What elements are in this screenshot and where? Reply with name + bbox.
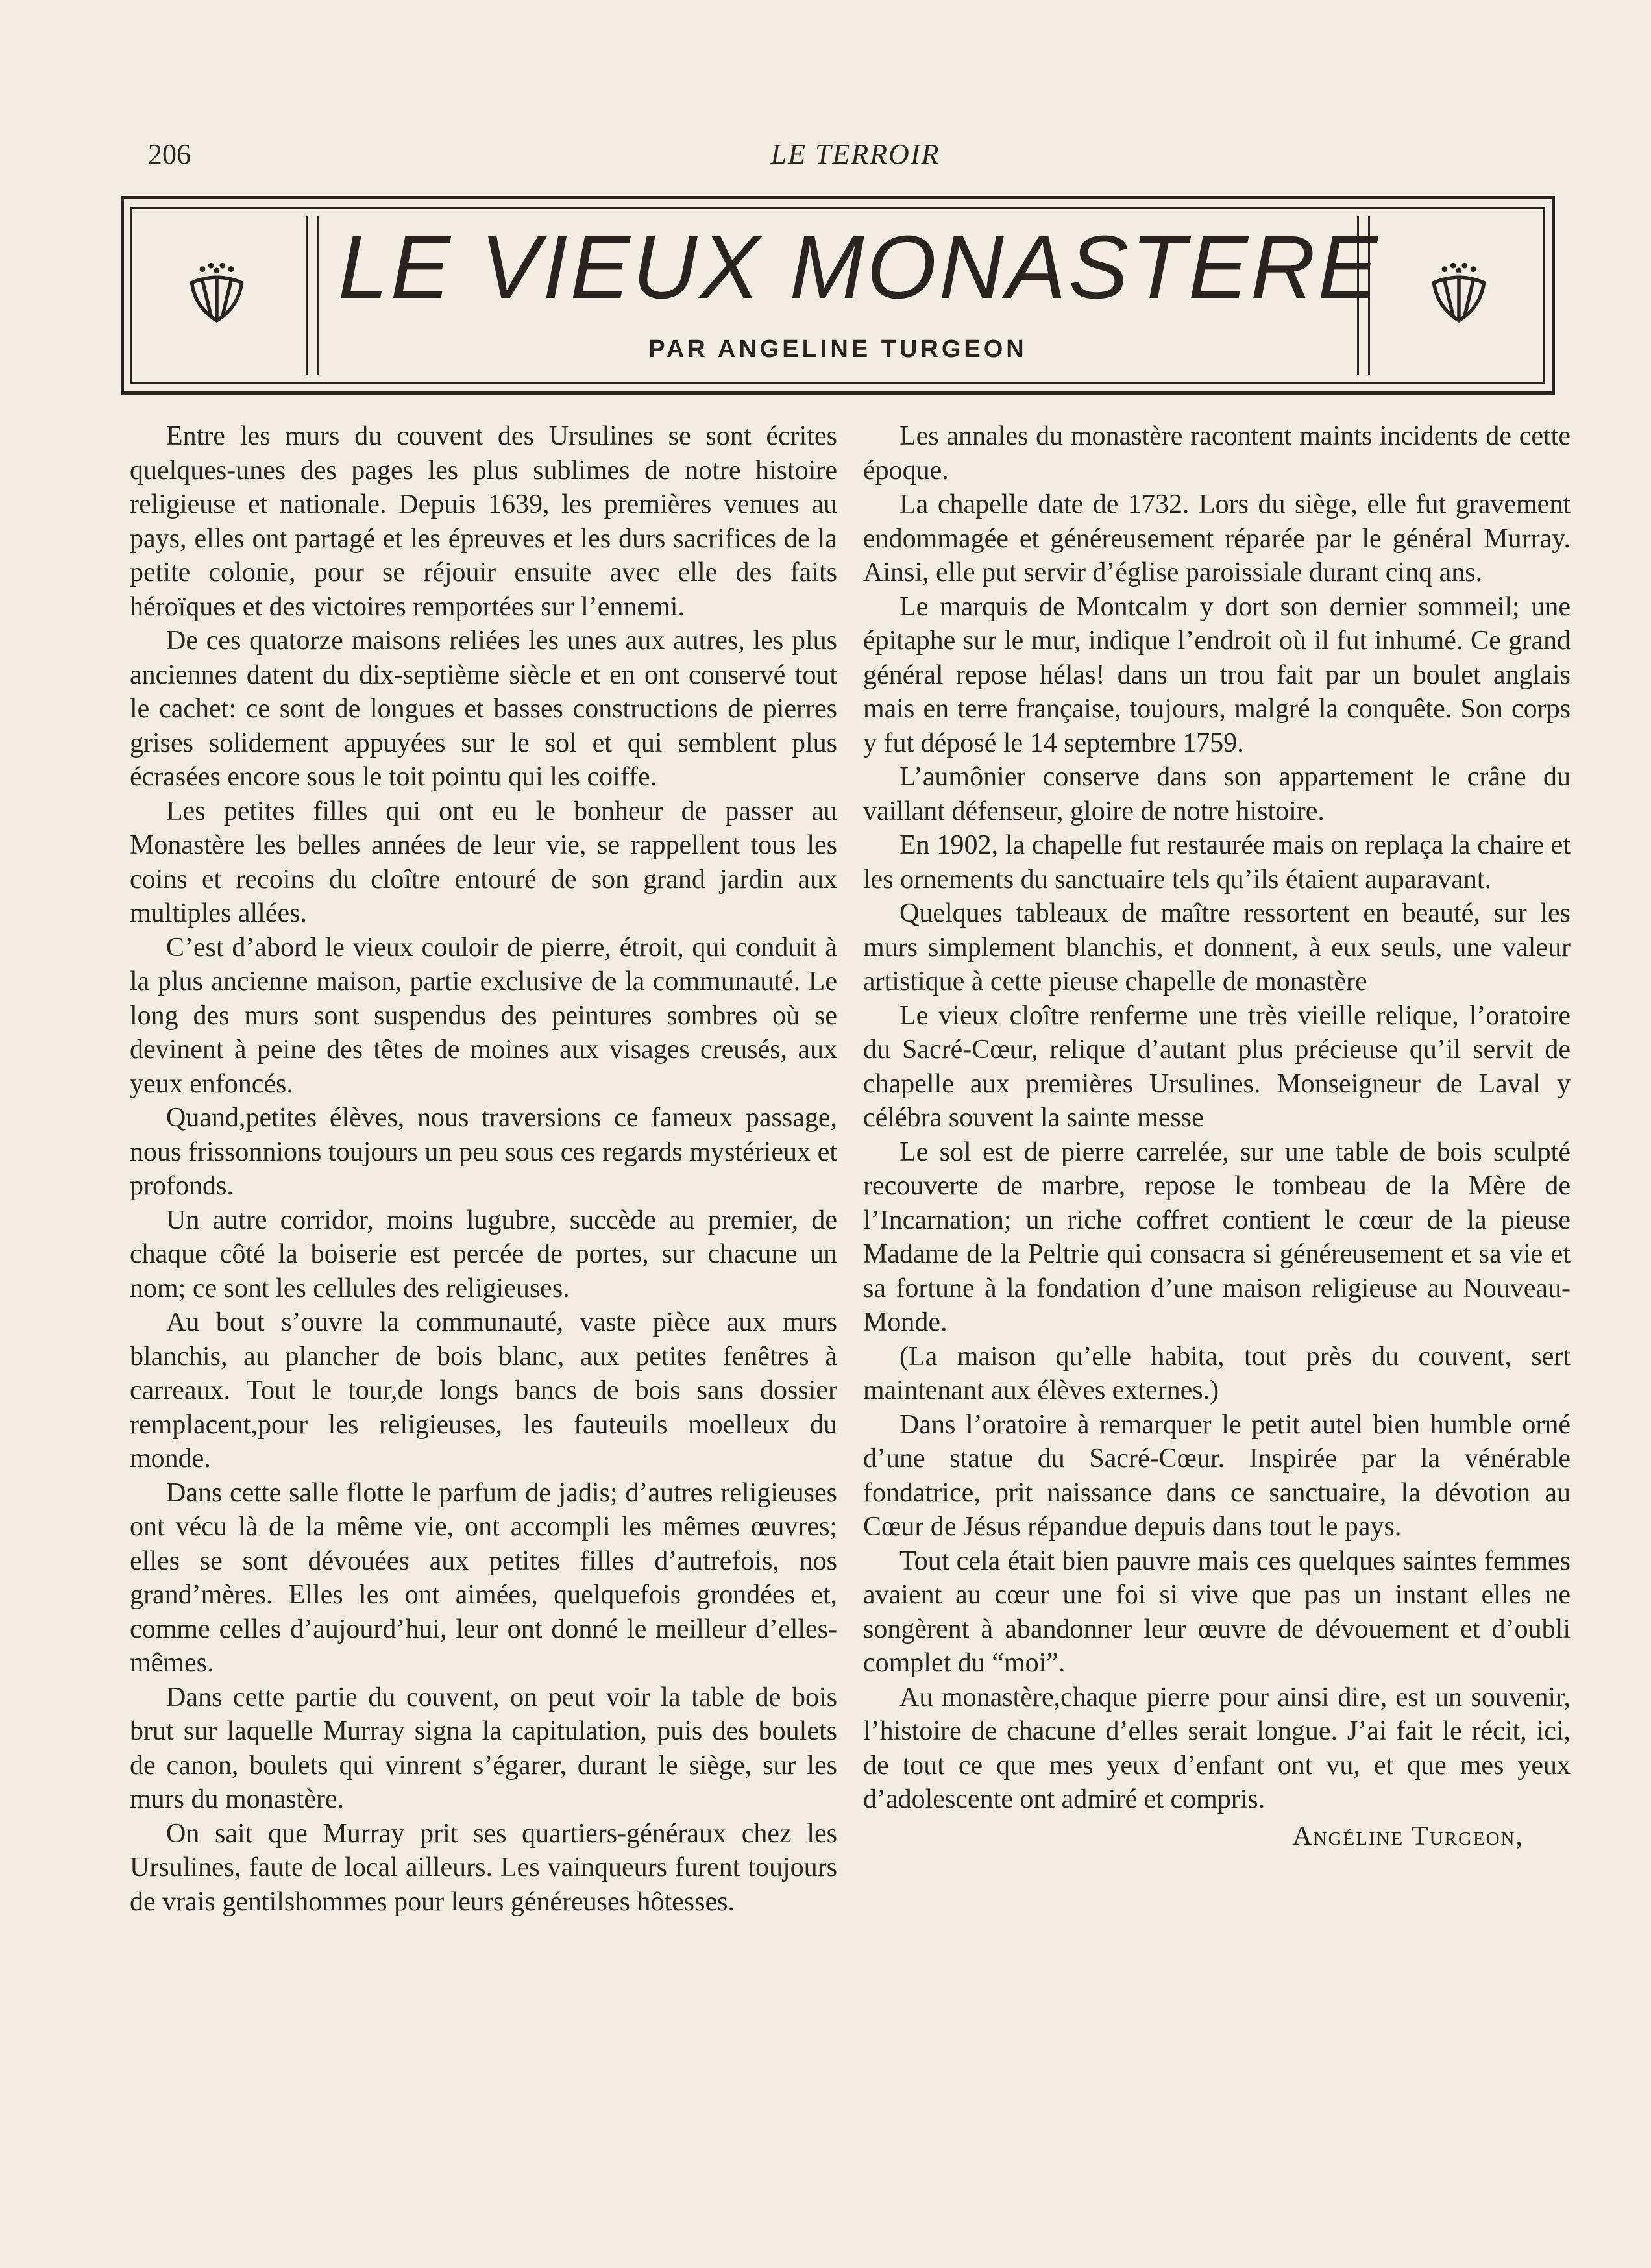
title-banner [121,196,1555,395]
paragraph: Entre les murs du couvent des Ursulines se sont écrites quelques-unes des pages les plus sublimes de notre histoire religieuse et nationale. Depuis 1639, les premières venues au pays, elles ont partagé et les épreuves et les durs sacrifices de la petite colonie, pour se réjouir ensuite avec elle des faits héroïques et des victoires remportées sur l’ennemi. [130,421,837,622]
paragraph: On sait que Murray prit ses quartiers-généraux chez les Ursulines, faute de local ailleurs. Les vainqueurs furent toujours de vrais gentilshommes pour leurs généreuses hôtesses. [130,1818,837,1917]
shell-ornament-icon [1423,258,1495,329]
paragraph: Le sol est de pierre carrelée, sur une table de bois sculpté recouverte de marbre, repose le tombeau de la Mère de l’Incarnation; un riche coffret contient le cœur de la pieuse Madame de la Peltrie qui consacra si généreusement et sa vie et sa fortune à la fondation d’une maison religieuse au Nouveau-Monde. [863,1137,1571,1337]
paragraph: L’aumônier conserve dans son appartement le crâne du vaillant défenseur, gloire de notre histoire. [863,762,1571,826]
page-number: 206 [148,138,191,170]
article-title: LE VIEUX MONASTERE [338,217,1380,317]
paragraph: Dans cette partie du couvent, on peut voir la table de bois brut sur laquelle Murray signa la capitulation, puis des boulets de canon, boulets qui vinrent s’égarer, durant le siège, sur les murs du monastère. [130,1682,837,1814]
paragraph: Un autre corridor, moins lugubre, succède au premier, de chaque côté la boiserie est percée de portes, sur chacune un nom; ce sont les cellules des religieuses. [130,1205,837,1303]
paragraph: Quand,petites élèves, nous traversions ce fameux passage, nous frissonnions toujours un peu sous ces regards mystérieux et profonds. [130,1103,837,1201]
paragraph: Le vieux cloître renferme une très vieille relique, l’oratoire du Sacré-Cœur, relique d’autant plus précieuse qu’il servit de chapelle aux premières Ursulines. Monseigneur de Laval y célébra souvent la sainte messe [863,1000,1571,1133]
paragraph: De ces quatorze maisons reliées les unes aux autres, les plus anciennes datent du dix-septième siècle et en ont conservé tout le cachet: ce sont de longues et basses constructions de pierres grises solidement appuyées sur le sol et qui semblent plus écrasées encore sous le toit pointu qui les coiffe. [130,626,837,792]
journal-title: LE TERROIR [770,138,940,170]
author-signature: Angéline Turgeon, [1292,1821,1524,1851]
paragraph: Au monastère,chaque pierre pour ainsi dire, est un souvenir, l’histoire de chacune d’elles serait longue. J’ai fait le récit, ici, de tout ce que mes yeux d’enfant ont vu, et que mes yeux d’adolescente ont admiré et compris. [863,1682,1571,1814]
byline: PAR ANGELINE TURGEON [648,336,1027,363]
left-column [130,419,837,1919]
paragraph: Quelques tableaux de maître ressortent en beauté, sur les murs simplement blanchis, et donnent, à eux seuls, une valeur artistique à cette pieuse chapelle de monastère [863,898,1571,996]
paragraph: Au bout s’ouvre la communauté, vaste pièce aux murs blanchis, au plancher de bois blanc, aux petites fenêtres à carreaux. Tout le tour,de longs bancs de bois sans dossier remplacent,pour les religieuses, les fauteuils moelleux du monde. [130,1307,837,1473]
paragraph: C’est d’abord le vieux couloir de pierre, étroit, qui conduit à la plus ancienne maison, partie exclusive de la communauté. Le long des murs sont suspendus des peintures sombres où se devinent à peine des têtes de moines aux visages creusés, aux yeux enfoncés. [130,932,837,1099]
shell-ornament-icon [181,258,252,329]
paragraph: Dans cette salle flotte le parfum de jadis; d’autres religieuses ont vécu là de la même vie, ont accompli les mêmes œuvres; elles se sont dévouées aux petites filles d’autrefois, nos grand’mères. Elles les ont aimées, quelquefois grondées et, comme celles d’aujourd’hui, leur ont donné le meilleur d’elles-mêmes. [130,1477,837,1678]
paragraph: Les annales du monastère racontent maints incidents de cette époque. [863,421,1571,486]
paragraph: Le marquis de Montcalm y dort son dernier sommeil; une épitaphe sur le mur, indique l’endroit où il fut inhumé. Ce grand général repose hélas! dans un trou fait par un boulet anglais mais en terre française, toujours, malgré la conquête. Son corps y fut déposé le 14 septembre 1759. [863,591,1571,758]
paragraph: Les petites filles qui ont eu le bonheur de passer au Monastère les belles années de leur vie, se rappellent tous les coins et recoins du cloître entouré de son grand jardin aux multiples allées. [130,796,837,928]
paragraph: Dans l’oratoire à remarquer le petit autel bien humble orné d’une statue du Sacré-Cœur. Inspirée par la vénérable fondatrice, prit naissance dans ce sanctuaire, la dévotion au Cœur de Jésus répandue depuis dans tout le pays. [863,1409,1571,1542]
banner-divider-left [306,216,319,375]
paragraph: Tout cela était bien pauvre mais ces quelques saintes femmes avaient au cœur une foi si vive que pas un instant elles ne songèrent à abandonner leur œuvre de dévouement et d’oubli complet du “moi”. [863,1546,1571,1678]
paragraph: La chapelle date de 1732. Lors du siège, elle fut gravement endommagée et généreusement réparée par le général Murray. Ainsi, elle put servir d’église paroissiale durant cinq ans. [863,489,1571,587]
paragraph: En 1902, la chapelle fut restaurée mais on replaça la chaire et les ornements du sanctuaire tels qu’ils étaient auparavant. [863,830,1571,894]
paragraph: (La maison qu’elle habita, tout près du couvent, sert maintenant aux élèves externes.) [863,1341,1571,1405]
running-head [148,138,1563,177]
right-column [863,419,1571,1853]
